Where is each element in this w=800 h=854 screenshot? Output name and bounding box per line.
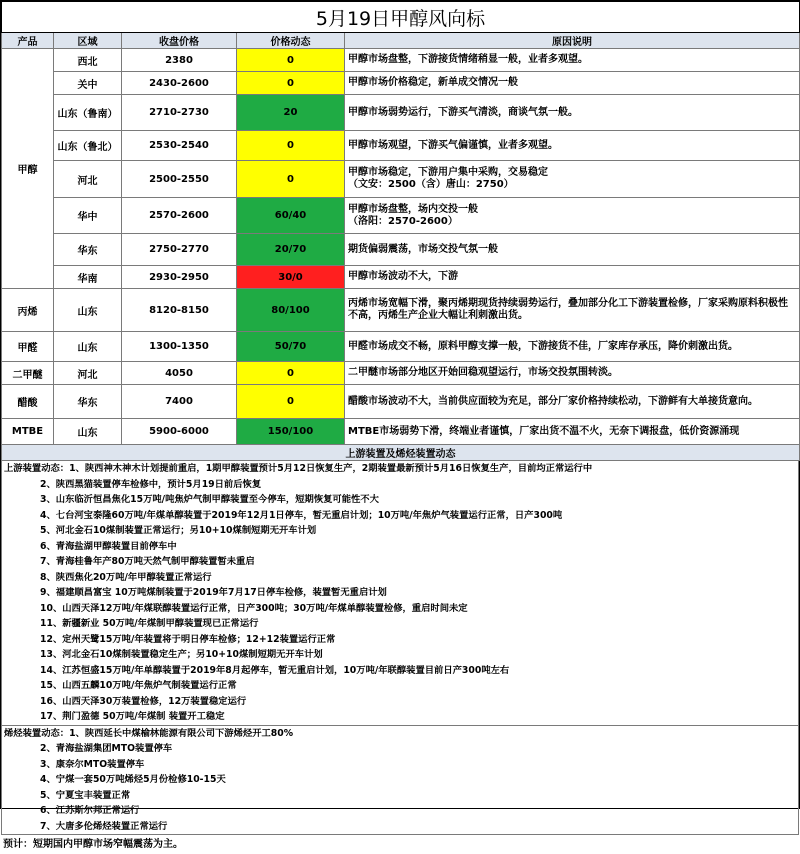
reason-text: 甲醇市场价格稳定，新单成交情况一般 — [348, 77, 518, 88]
change-cell: 50/70 — [237, 332, 345, 362]
reason-cell — [345, 161, 800, 198]
olefin-item: 4、宁煤一套50万吨烯烃5月份检修10-15天 — [40, 774, 226, 785]
upstream-item: 7、青海桂鲁年产80万吨天然气制甲醇装置暂未重启 — [40, 556, 255, 567]
region-cell: 山东（鲁北） — [54, 131, 122, 161]
reason-text: 甲醇市场波动不大，下游 — [348, 271, 458, 282]
upstream-item: 15、山西五麟10万吨/年焦炉气制装置运行正常 — [40, 680, 237, 691]
upstream-item: 10、山西天泽12万吨/年煤联醇装置运行正常，日产300吨；30万吨/年煤单醇装置检修，重启时间未定 — [40, 602, 468, 614]
price-cell: 2500-2550 — [122, 161, 237, 198]
reason-text: 二甲醚市场部分地区开始回稳观望运行，市场交投氛围转淡。 — [348, 367, 618, 378]
region-cell: 西北 — [54, 49, 122, 72]
region-cell: 关中 — [54, 72, 122, 95]
col-price: 收盘价格 — [122, 33, 237, 49]
change-cell: 0 — [237, 49, 345, 72]
reason-detail: （洛阳：2570-2600） — [348, 215, 458, 227]
table-row — [2, 362, 800, 385]
table-row — [2, 72, 800, 95]
table-row — [2, 161, 800, 198]
reason-cell — [345, 49, 800, 72]
change-cell: 60/40 — [237, 198, 345, 234]
product-cell: 甲醛 — [2, 332, 54, 362]
upstream-item: 17、荆门盈德 50万吨/年煤制 装置开工稳定 — [40, 711, 225, 722]
reason-cell — [345, 385, 800, 419]
upstream-item: 16、山西天泽30万装置检修，12万装置稳定运行 — [40, 695, 247, 707]
reason-cell — [345, 95, 800, 131]
upstream-list — [1, 461, 799, 725]
upstream-item: 12、定州天鹭15万吨/年装置将于明日停车检修；12+12装置运行正常 — [40, 633, 336, 645]
reason-text: 甲醇市场盘整，场内交投一般 — [348, 203, 478, 215]
upstream-item: 3、山东临沂恒昌焦化15万吨/吨焦炉气制甲醇装置至今停车，短期恢复可能性不大 — [40, 494, 379, 505]
change-cell: 30/0 — [237, 266, 345, 289]
table-row — [2, 95, 800, 131]
upstream-item: 8、陕西焦化20万吨/年甲醇装置正常运行 — [40, 571, 212, 583]
table-row — [2, 198, 800, 234]
reason-cell — [345, 419, 800, 445]
product-cell: MTBE — [2, 419, 54, 445]
reason-text: 丙烯市场宽幅下滑，聚丙烯期现货持续弱势运行，叠加部分化工下游装置检修，厂家采购原料积极性不高，丙烯生产企业大幅让利刺激出货。 — [348, 298, 788, 321]
reason-text: 醋酸市场波动不大，当前供应面较为充足，部分厂家价格持续松动，下游鲜有大单接货意向。 — [348, 395, 758, 407]
upstream-item: 6、青海盐湖甲醇装置目前停车中 — [40, 540, 177, 552]
change-cell: 0 — [237, 161, 345, 198]
reason-cell — [345, 332, 800, 362]
change-cell: 80/100 — [237, 289, 345, 332]
change-cell: 0 — [237, 72, 345, 95]
product-cell: 醋酸 — [2, 385, 54, 419]
olefin-item: 2、青海盐湖集团MTO装置停车 — [40, 743, 173, 754]
reason-detail: （文安：2500（含）唐山：2750） — [348, 179, 514, 190]
price-cell: 7400 — [122, 385, 237, 419]
table-row — [2, 234, 800, 266]
section-title: 上游装置及烯烃装置动态 — [2, 445, 800, 461]
reason-cell — [345, 234, 800, 266]
table-row — [2, 385, 800, 419]
olefin-item: 5、宁夏宝丰装置正常 — [40, 789, 131, 801]
upstream-item: 9、福建顺昌富宝 10万吨煤制装置于2019年7月17日停车检修，装置暂无重启计划 — [40, 587, 387, 598]
product-cell: 甲醇 — [2, 49, 54, 289]
reason-cell — [345, 362, 800, 385]
price-cell: 2930-2950 — [122, 266, 237, 289]
price-cell: 2570-2600 — [122, 198, 237, 234]
upstream-item: 13、河北金石10煤制装置稳定生产；另10+10煤制短期无开车计划 — [40, 649, 323, 660]
region-cell: 山东 — [54, 332, 122, 362]
table-row — [2, 289, 800, 332]
price-cell: 2710-2730 — [122, 95, 237, 131]
region-cell: 华中 — [54, 198, 122, 234]
price-cell: 2750-2770 — [122, 234, 237, 266]
table-row — [2, 419, 800, 445]
change-cell: 20/70 — [237, 234, 345, 266]
reason-text: 甲醛市场成交不畅，原料甲醇支撑一般，下游接货不佳，厂家库存承压，降价刺激出货。 — [348, 340, 738, 352]
region-cell: 河北 — [54, 161, 122, 198]
change-cell: 0 — [237, 131, 345, 161]
reason-text: MTBE市场弱势下滑，终端业者谨慎，厂家出货不温不火，无奈下调报盘，低价资源涌现 — [348, 425, 740, 437]
product-cell: 二甲醚 — [2, 362, 54, 385]
upstream-item: 11、新疆新业 50万吨/年煤制甲醇装置现已正常运行 — [40, 618, 259, 629]
price-cell: 5900-6000 — [122, 419, 237, 445]
change-cell: 0 — [237, 362, 345, 385]
region-cell: 华南 — [54, 266, 122, 289]
region-cell: 华东 — [54, 385, 122, 419]
upstream-item: 4、七台河宝泰隆60万吨/年煤单醇装置于2019年12月1日停车，暂无重启计划；10万吨/年焦炉气装置运行正常，日产300吨 — [40, 509, 563, 521]
upstream-item: 上游装置动态：1、陕西神木神木计划提前重启，1期甲醇装置预计5月12日恢复生产，2期装置最新预计5月16日恢复生产，目前均正常运行中 — [4, 463, 593, 474]
reason-text: 甲醇市场盘整，下游接货情绪稍显一般，业者多观望。 — [348, 54, 588, 65]
col-change: 价格动态 — [237, 33, 345, 49]
reason-text: 甲醇市场观望，下游买气偏谨慎，业者多观望。 — [348, 139, 558, 151]
price-cell: 4050 — [122, 362, 237, 385]
col-product: 产品 — [2, 33, 54, 49]
region-cell: 山东 — [54, 419, 122, 445]
olefin-item: 7、大唐多伦烯烃装置正常运行 — [40, 820, 168, 832]
price-cell: 1300-1350 — [122, 332, 237, 362]
reason-cell — [345, 266, 800, 289]
forecast: 预计：短期国内甲醇市场窄幅震荡为主。 — [1, 834, 799, 854]
region-cell: 华东 — [54, 234, 122, 266]
col-region: 区域 — [54, 33, 122, 49]
upstream-item: 2、陕西黑猫装置停车检修中，预计5月19日前后恢复 — [40, 478, 262, 490]
change-cell: 20 — [237, 95, 345, 131]
table-row — [2, 131, 800, 161]
reason-text: 甲醇市场弱势运行，下游买气清淡，商谈气氛一般。 — [348, 106, 578, 118]
region-cell: 山东（鲁南） — [54, 95, 122, 131]
price-cell: 2380 — [122, 49, 237, 72]
price-cell: 2430-2600 — [122, 72, 237, 95]
olefin-item: 6、江苏斯尔邦正常运行 — [40, 805, 140, 816]
change-cell: 150/100 — [237, 419, 345, 445]
olefin-item: 烯烃装置动态：1、陕西延长中煤榆林能源有限公司下游烯烃开工80% — [4, 727, 294, 739]
table-header — [2, 33, 800, 49]
reason-cell — [345, 72, 800, 95]
olefin-item: 3、康奈尔MTO装置停车 — [40, 758, 145, 770]
table-row — [2, 332, 800, 362]
region-cell: 山东 — [54, 289, 122, 332]
reason-text: 甲醇市场稳定，下游用户集中采购，交易稳定 — [348, 167, 548, 178]
reason-text: 期货偏弱震荡，市场交投气氛一般 — [348, 243, 498, 255]
page-title: 5月19日甲醇风向标 — [2, 2, 800, 33]
reason-cell — [345, 131, 800, 161]
reason-cell — [345, 198, 800, 234]
olefin-list — [1, 725, 799, 835]
table-row — [2, 266, 800, 289]
table-row — [2, 49, 800, 72]
price-cell: 8120-8150 — [122, 289, 237, 332]
price-table — [1, 1, 800, 461]
upstream-item: 14、江苏恒盛15万吨/年单醇装置于2019年8月起停车，暂无重启计划，10万吨/年联醇装置目前日产300吨左右 — [40, 664, 510, 676]
price-cell: 2530-2540 — [122, 131, 237, 161]
change-cell: 0 — [237, 385, 345, 419]
col-reason: 原因说明 — [345, 33, 800, 49]
region-cell: 河北 — [54, 362, 122, 385]
reason-cell — [345, 289, 800, 332]
upstream-item: 5、河北金石10煤制装置正常运行；另10+10煤制短期无开车计划 — [40, 525, 317, 536]
product-cell: 丙烯 — [2, 289, 54, 332]
